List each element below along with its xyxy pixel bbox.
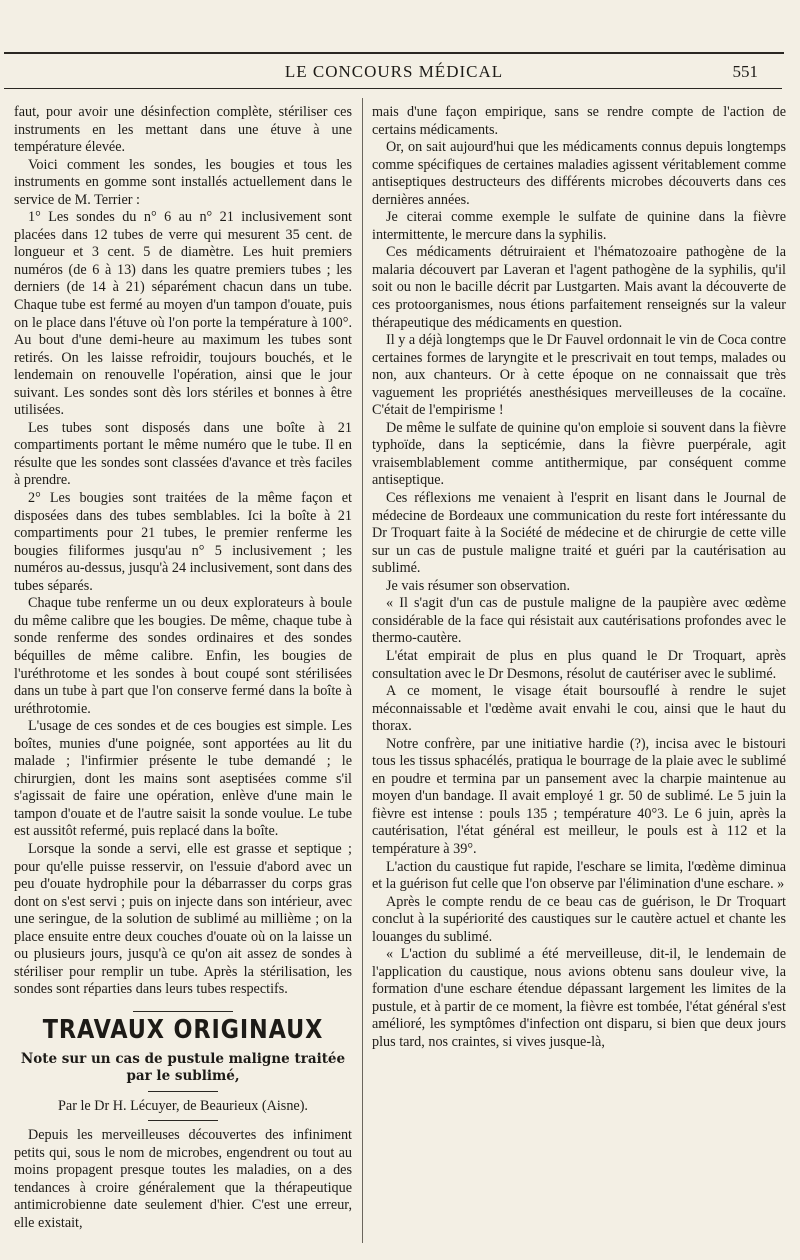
- paragraph: Je vais résumer son observation.: [386, 577, 571, 594]
- paragraph: L'action du caustique fut rapide, l'eschare se limita, l'œdème diminua et la guérison fut celle que l'on observe par l'élimination d'une eschare. »: [372, 858, 786, 893]
- page-header: [4, 60, 784, 86]
- section-title: TRAVAUX ORIGINAUX: [42, 1014, 324, 1045]
- paragraph: mais d'une façon empirique, sans se rendre compte de l'action de certains médicaments.: [372, 104, 786, 138]
- top-rule: [4, 52, 784, 54]
- paragraph: « Il s'agit d'un cas de pustule maligne de la paupière avec œdème considérable de la face qui résistait aux cautérisations profondes avec le thermo-cautère.: [372, 595, 786, 647]
- page-number: 551: [732, 62, 758, 81]
- byline-rule: [148, 1120, 218, 1121]
- byline: Par le Dr H. Lécuyer, de Beaurieux (Aisne).: [58, 1098, 308, 1115]
- header-rule: [4, 88, 782, 89]
- paragraph: Chaque tube renferme un ou deux explorateurs à boule du même calibre que les bougies. De même, chaque tube à sonde renferme des sondes ordinaires et des sondes béquilles de même calibre. Enfin, les bougies de l'uréthrotome et les sondes à bout coupé sont stérilisées dans un tube à part que l'on conserve fermé dans la boîte à uréthrotomie.: [14, 595, 352, 717]
- article-title: [14, 1051, 352, 1085]
- paragraph: 1° Les sondes du n° 6 au n° 21 inclusivement sont placées dans 12 tubes de verre qui mesurent 35 cent. de longueur et 3 cent. 5 de diamètre. Les huit premiers numéros (de 6 à 13) dans les quatre premiers tubes ; les derniers (de 14 à 21) séparément chacun dans un tube. Chaque tube est fermé au moyen d'un tampon d'ouate, puis on le place dans l'étuve où l'on porte la température à 100°. Au bout d'une demi-heure au maximum les tubes sont retirés. On les laisse refroidir, toujours bouchés, et le lendemain on renouvelle l'opération, ainsi que le jour suivant. Les sondes sont dès lors stériles et bonnes à être utilisées.: [14, 209, 352, 419]
- paragraph: Ces médicaments détruiraient et l'hématozoaire pathogène de la malaria découvert par Laveran et l'agent pathogène de la syphilis, qu'il soit ou non le bacille décrit par Lustgarten. Mais avant la découverte de ces protoorganismes, nous étions parfaitement renseignés sur la valeur thérapeutique des médicaments en question.: [372, 244, 786, 331]
- section-rule: [133, 1011, 233, 1012]
- paragraph: Lorsque la sonde a servi, elle est grasse et septique ; pour qu'elle puisse resservir, on l'essuie d'abord avec un peu d'ouate hydrophile pour la débarrasser du corps gras dont on s'est servi ; puis on injecte dans son intérieur, avec une seringue, de la solution de sublimé au millième ; on la place ensuite entre deux couches d'ouate où on la laisse un ou plusieurs jours, jusqu'à ce qu'on ait assez de sondes à stériliser pour remplir un tube. Après la stérilisation, les sondes sont réparties dans leurs tubes respectifs.: [14, 840, 352, 998]
- right-column: [372, 104, 786, 1052]
- column-divider: [362, 98, 363, 1243]
- paragraph: A ce moment, le visage était boursouflé à rendre le sujet méconnaissable et l'œdème avait envahi le cou, ainsi que le haut du thorax.: [372, 683, 786, 735]
- journal-title: LE CONCOURS MÉDICAL: [284, 62, 504, 81]
- paragraph: L'usage de ces sondes et de ces bougies est simple. Les boîtes, munies d'une poignée, sont apportées au lit du malade ; l'infirmier présente le tube demandé ; le chirurgien, dont les mains sont aseptisées comme s'il s'agissait de faire une opération, enlève d'une main le tampon d'ouate et de l'autre saisit la sonde voulue. Le tube est aussitôt refermé, puis replacé dans la boîte.: [14, 718, 352, 840]
- paragraph: Après le compte rendu de ce beau cas de guérison, le Dr Troquart conclut à la supériorité des caustiques sur le cautère actuel et chante les louanges du sublimé.: [372, 893, 786, 945]
- paragraph: De même le sulfate de quinine qu'on emploie si souvent dans la fièvre typhoïde, dans la septicémie, dans la fièvre puerpérale, agit vraisemblablement comme antithermique, par conséquent comme antiseptique.: [372, 419, 786, 489]
- paragraph: faut, pour avoir une désinfection complète, stériliser ces instruments en les mettant dans une étuve à une température élevée.: [14, 104, 352, 156]
- paragraph: L'état empirait de plus en plus quand le Dr Troquart, après consultation avec le Dr Desmons, résolut de cautériser avec le sublimé.: [372, 647, 786, 682]
- paragraph: Il y a déjà longtemps que le Dr Fauvel ordonnait le vin de Coca contre certaines formes de laryngite et le prescrivait en tout temps, malades ou non, aux chanteurs. Or à cette époque on ne connaissait que très vaguement les propriétés anesthésiques merveilleuses de la cocaïne. C'était de l'empirisme !: [372, 332, 786, 419]
- paragraph: 2° Les bougies sont traitées de la même façon et disposées dans des tubes semblables. Ici la boîte à 21 compartiments pour 21 tubes, le premier renferme les bougies filiformes jusqu'au n° 5 inclusivement ; les numéros au-dessus, jusqu'à 24 inclusivement, sont dans des tubes séparés.: [14, 490, 352, 594]
- paragraph: Voici comment les sondes, les bougies et tous les instruments en gomme sont installés actuellement dans le service de M. Terrier :: [14, 156, 352, 208]
- paragraph: Or, on sait aujourd'hui que les médicaments connus depuis longtemps comme spécifiques de certaines maladies agissent véritablement comme antiseptiques destructeurs des différents microbes découverts dans ces dernières années.: [372, 139, 786, 208]
- article-title-line: par le sublimé,: [126, 1068, 240, 1085]
- paragraph: Les tubes sont disposés dans une boîte à 21 compartiments portant le même numéro que le tube. Il en résulte que les sondes sont classées d'avance et très faciles à prendre.: [14, 419, 352, 489]
- paragraph: Depuis les merveilleuses découvertes des infiniment petits qui, sous le nom de microbes, engendrent ou tout au moins propagent presque toutes les maladies, on a des tendances à croire généralement que la thérapeutique antimicrobienne date seulement d'hier. C'est une erreur, elle existait,: [14, 1126, 352, 1231]
- paragraph: « L'action du sublimé a été merveilleuse, dit-il, le lendemain de l'application du caustique, nous avions obtenu sans douleur vive, la formation d'une eschare étendue dépassant largement les limites de la pustule, et à partir de ce moment, la fièvre est tombée, l'état général s'est amélioré, les symptômes d'infection ont disparu, si bien que deux jours plus tard, nos craintes, si vives jusque-là,: [372, 946, 786, 1050]
- title-rule: [148, 1091, 218, 1092]
- left-column: [14, 104, 352, 1232]
- paragraph: Je citerai comme exemple le sulfate de quinine dans la fièvre intermittente, le mercure dans la syphilis.: [372, 209, 786, 243]
- paragraph: Notre confrère, par une initiative hardie (?), incisa avec le bistouri tous les tissus sphacélés, pratiqua le bourrage de la plaie avec le sublimé en poudre et termina par un pansement avec la charpie maintenue au moyen d'un bandage. Il avait employé 1 gr. 50 de sublimé. Le 5 juin la fièvre est intense : pouls 135 ; température 40°3. Le 6 juin, après la cautérisation, l'état général est meilleur, le pouls est à 112 et la température à 39°.: [372, 735, 786, 857]
- article-title-line: Note sur un cas de pustule maligne traitée: [20, 1051, 346, 1068]
- paragraph: Ces réflexions me venaient à l'esprit en lisant dans le Journal de médecine de Bordeaux une communication du reste fort intéressante du Dr Troquart faite à la Société de médecine et de chirurgie de cette ville sur un cas de pustule maligne traité et guéri par la cautérisation au sublimé.: [372, 490, 786, 577]
